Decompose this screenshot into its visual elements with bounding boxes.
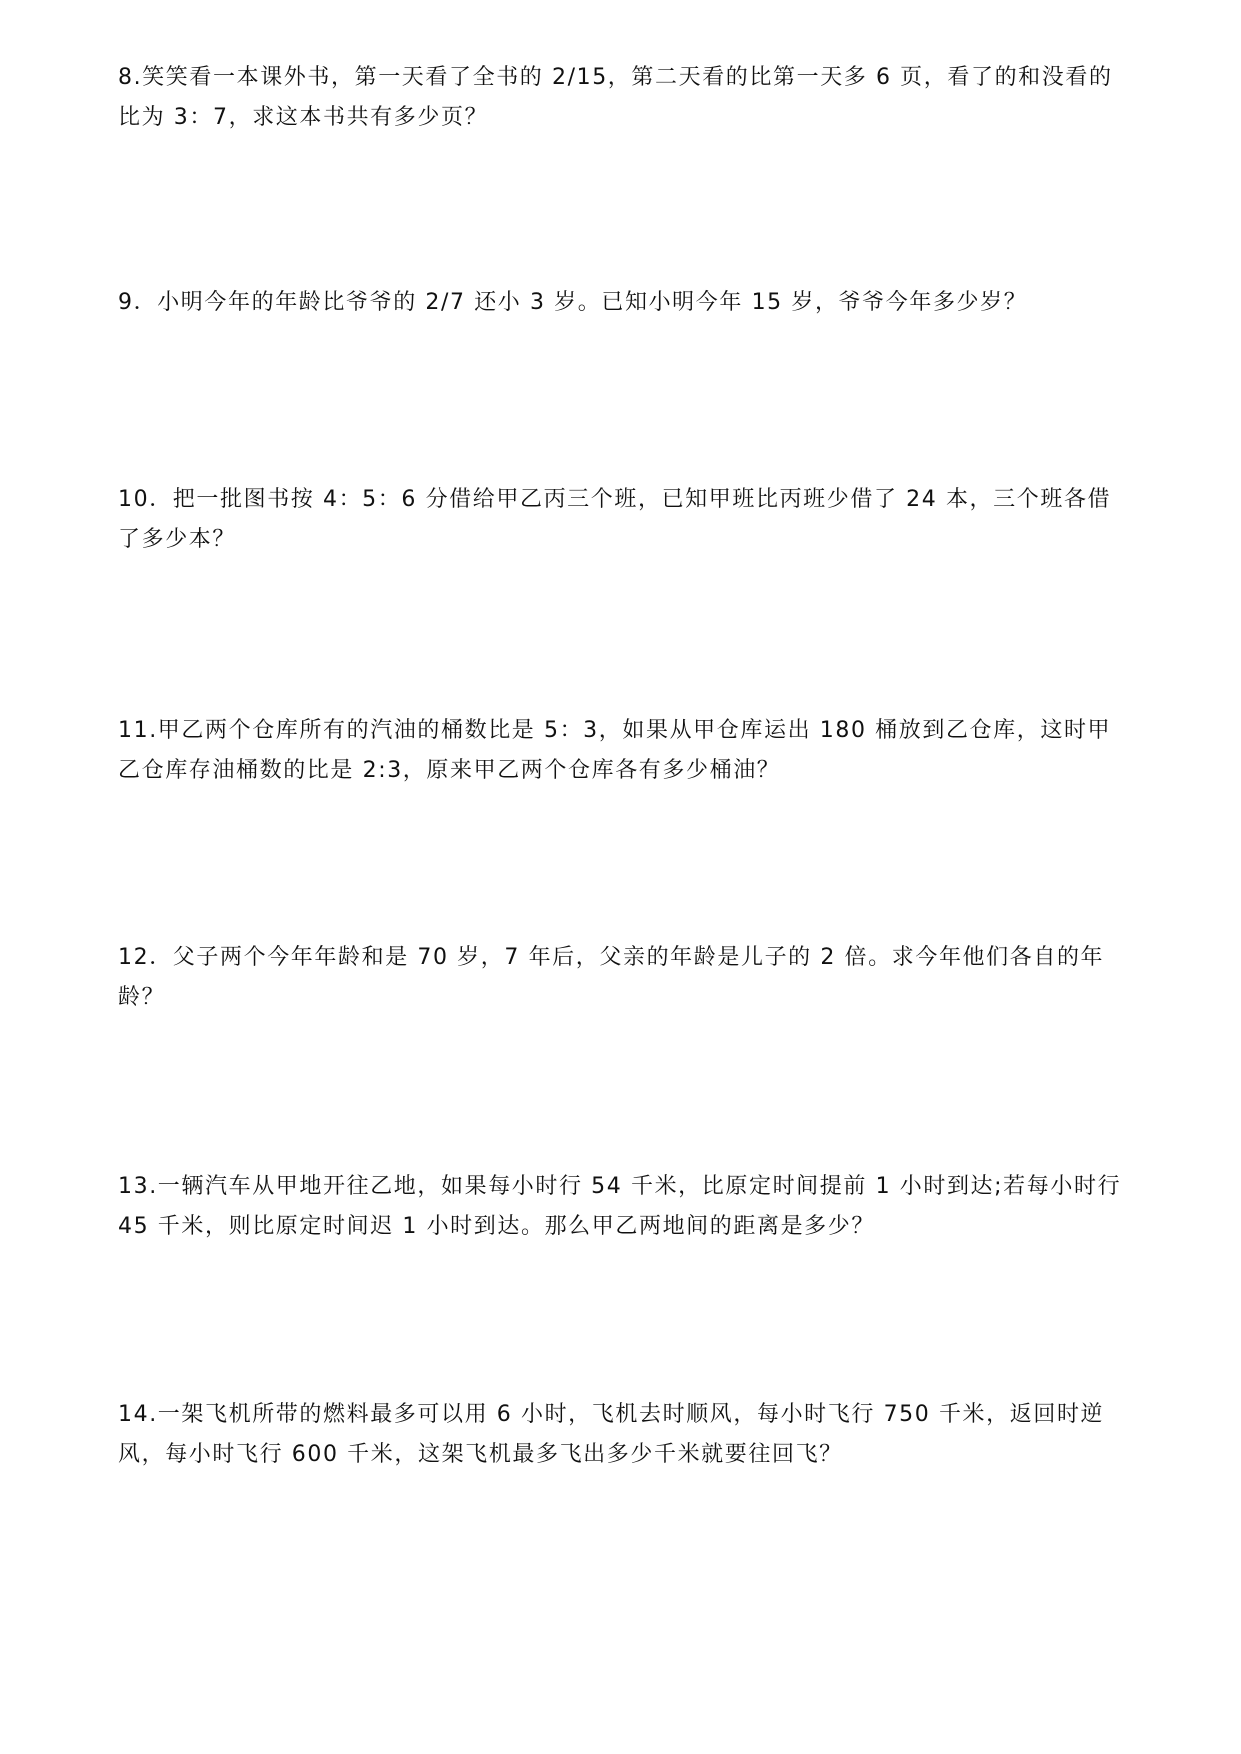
problem-9: 9．小明今年的年龄比爷爷的 2/7 还小 3 岁。已知小明今年 15 岁，爷爷今年多少岁？	[118, 290, 1028, 315]
problem-11: 11.甲乙两个仓库所有的汽油的桶数比是 5：3，如果从甲仓库运出 180 桶放到乙仓库，这时甲乙仓库存油桶数的比是 2:3，原来甲乙两个仓库各有多少桶油？	[118, 718, 1112, 783]
problem-10: 10．把一批图书按 4：5：6 分借给甲乙丙三个班，已知甲班比丙班少借了 24 本，三个班各借了多少本？	[118, 487, 1112, 552]
problem-12: 12．父子两个今年年龄和是 70 岁，7 年后，父亲的年龄是儿子的 2 倍。求今年他们各自的年龄？	[118, 945, 1105, 1010]
problem-13: 13.一辆汽车从甲地开往乙地，如果每小时行 54 千米，比原定时间提前 1 小时到达;若每小时行 45 千米，则比原定时间迟 1 小时到达。那么甲乙两地间的距离是多少？	[118, 1174, 1122, 1239]
problem-8: 8.笑笑看一本课外书，第一天看了全书的 2/15，第二天看的比第一天多 6 页，看了的和没看的比为 3：7，求这本书共有多少页？	[118, 65, 1113, 130]
problem-14: 14.一架飞机所带的燃料最多可以用 6 小时，飞机去时顺风，每小时飞行 750 千米，返回时逆风，每小时飞行 600 千米，这架飞机最多飞出多少千米就要往回飞？	[118, 1402, 1105, 1467]
